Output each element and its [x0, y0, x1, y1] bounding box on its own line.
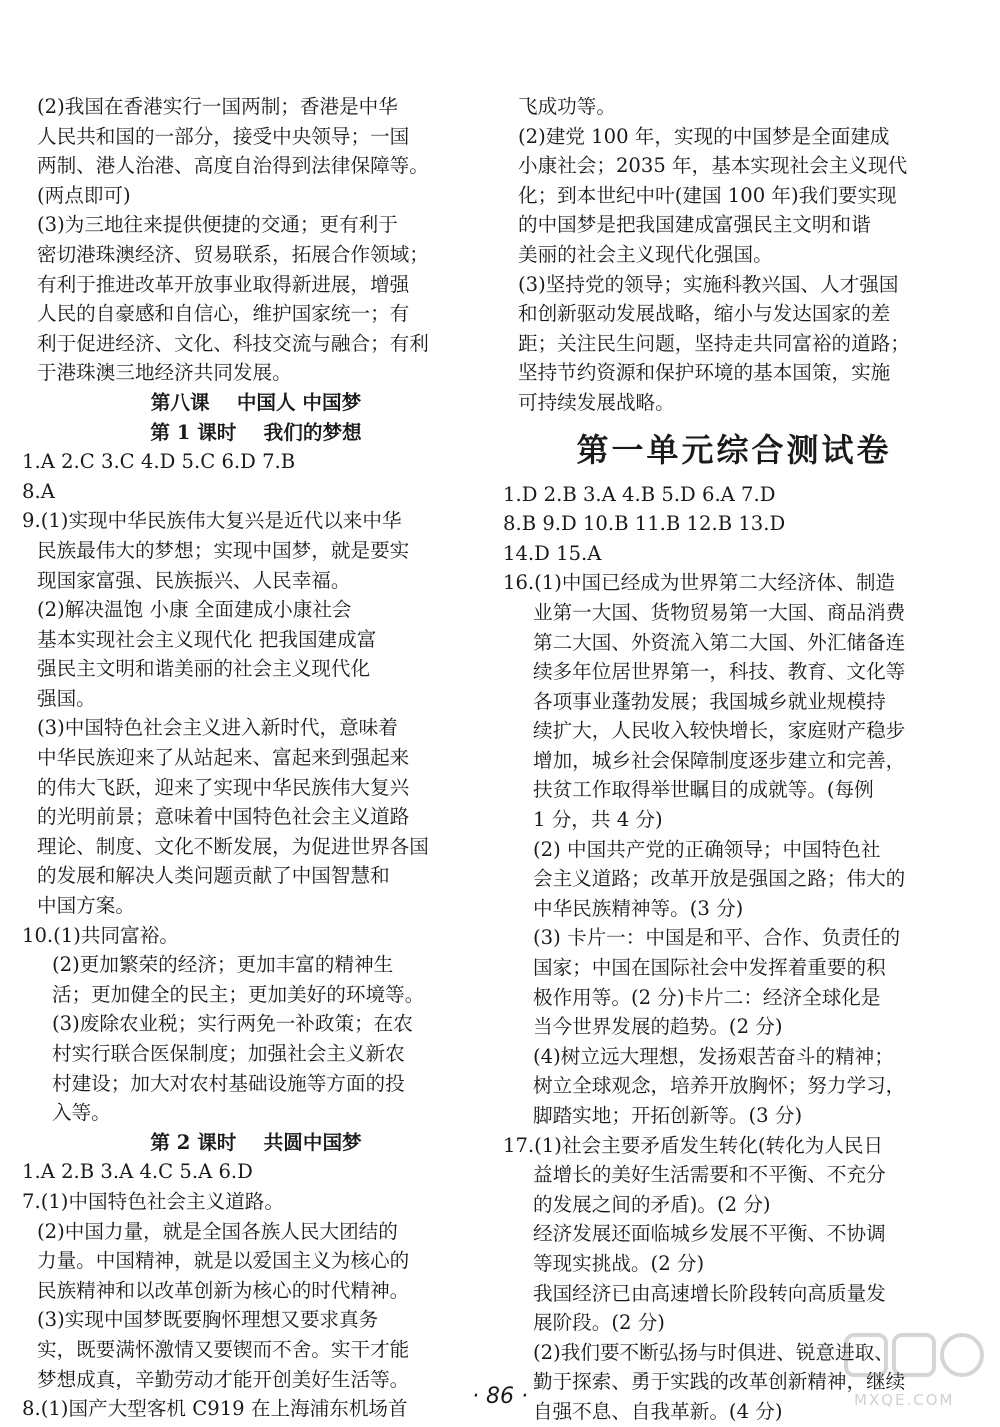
text-line: (3)废除农业税；实行两免一补政策；在农 — [52, 1012, 413, 1036]
text-line: 脚踏实地；开拓创新等。(3 分) — [533, 1104, 803, 1127]
text-line: 化；到本世纪中叶(建国 100 年)我们要实现 — [518, 183, 897, 207]
text-line: 实，既要满怀激情又要锲而不舍。实干才能 — [37, 1337, 410, 1361]
text-line: 扶贫工作取得举世瞩目的成就等。(每例 — [533, 778, 874, 802]
text-line: (2)我国在香港实行一国两制；香港是中华 — [37, 95, 398, 118]
section-heading: 第八课 中国人 中国梦 — [150, 390, 362, 414]
text-line: 两制、港人治港、高度自治得到法律保障等。 — [37, 154, 429, 178]
text-line: 距；关注民生问题，坚持走共同富裕的道路； — [518, 331, 910, 355]
text-line: 10.(1)共同富裕。 — [22, 923, 179, 947]
text-line: (3)实现中国梦既要胸怀理想又要求真务 — [37, 1308, 379, 1332]
text-line: (4)树立远大理想，发扬艰苦奋斗的精神； — [533, 1044, 894, 1068]
text-line: 9.(1)实现中华民族伟大复兴是近代以来中华 — [22, 509, 402, 533]
text-line: 和创新驱动发展战略，缩小与发达国家的差 — [518, 302, 891, 326]
text-line: 国家；中国在国际社会中发挥着重要的积 — [533, 956, 886, 980]
text-line: 7.(1)中国特色社会主义道路。 — [22, 1189, 284, 1213]
text-line: (3)坚持党的领导；实施科教兴国、人才强国 — [518, 272, 899, 296]
text-line: 增加，城乡社会保障制度逐步建立和完善， — [533, 748, 906, 772]
text-line: 8.A — [22, 479, 55, 503]
text-line: 勤于探索、勇于实践的改革创新精神，继续 — [533, 1370, 906, 1394]
text-line: 1 分，共 4 分) — [533, 808, 663, 832]
text-line: (2)解决温饱 小康 全面建成小康社会 — [37, 598, 352, 622]
text-line: 人民共和国的一部分，接受中央领导；一国 — [37, 124, 410, 148]
answer-block-continued — [503, 92, 965, 418]
text-line: 民族精神和以改革创新为核心的时代精神。 — [37, 1278, 410, 1302]
text-line: (两点即可) — [37, 183, 131, 207]
text-line: 小康社会；2035 年，基本实现社会主义现代 — [518, 154, 908, 178]
text-line: 强国。 — [37, 686, 96, 710]
text-line: 可持续发展战略。 — [518, 390, 675, 414]
watermark-logo — [840, 1329, 990, 1419]
text-line: 自强不息、自我革新。(4 分) — [533, 1399, 783, 1423]
text-line: 中华民族精神等。(3 分) — [533, 896, 744, 920]
text-line: 1.A 2.C 3.C 4.D 5.C 6.D 7.B — [22, 450, 296, 474]
text-line: (2)建党 100 年，实现的中国梦是全面建成 — [518, 124, 890, 148]
text-line: (3)中国特色社会主义进入新时代，意味着 — [37, 716, 398, 740]
text-line: 理论、制度、文化不断发展，为促进世界各国 — [37, 834, 429, 858]
text-line: 16.(1)中国已经成为世界第二大经济体、制造 — [503, 571, 896, 595]
text-line: 当今世界发展的趋势。(2 分) — [533, 1015, 783, 1039]
section-heading: 第 2 课时 共圆中国梦 — [150, 1130, 362, 1154]
text-line: 中华民族迎来了从站起来、富起来到强起来 — [37, 746, 410, 770]
text-line: 民族最伟大的梦想；实现中国梦，就是要实 — [37, 538, 410, 562]
text-line: 于港珠澳三地经济共同发展。 — [37, 361, 292, 385]
text-line: (2)中国力量，就是全国各族人民大团结的 — [37, 1219, 398, 1243]
text-line: (2) 中国共产党的正确领导；中国特色社 — [533, 837, 881, 861]
text-line: 密切港珠澳经济、贸易联系，拓展合作领域； — [37, 242, 429, 266]
text-line: 有利于推进改革开放事业取得新进展，增强 — [37, 272, 410, 296]
text-line: 极作用等。(2 分)卡片二：经济全球化是 — [533, 985, 881, 1009]
text-line: 飞成功等。 — [518, 95, 616, 118]
text-line: 会主义道路；改革开放是强国之路；伟大的 — [533, 867, 906, 891]
text-line: 美丽的社会主义现代化强国。 — [518, 242, 773, 266]
text-line: 中国方案。 — [37, 894, 135, 918]
text-line: 续扩大，人民收入较快增长，家庭财产稳步 — [533, 719, 906, 743]
text-line: 坚持节约资源和保护环境的基本国策，实施 — [518, 361, 891, 385]
text-line: 活；更加健全的民主；更加美好的环境等。 — [52, 982, 425, 1006]
text-line: 17.(1)社会主要矛盾发生转化(转化为人民日 — [503, 1133, 884, 1157]
section-heading: 第 1 课时 我们的梦想 — [150, 420, 362, 444]
text-line: 等现实挑战。(2 分) — [533, 1251, 705, 1275]
text-line: 现国家富强、民族振兴、人民幸福。 — [37, 568, 351, 592]
text-line: 村实行联合医保制度；加强社会主义新农 — [52, 1042, 405, 1065]
text-line: 1.D 2.B 3.A 4.B 5.D 6.A 7.D — [503, 482, 776, 506]
text-line: 村建设；加大对农村基础设施等方面的投 — [52, 1071, 405, 1095]
text-line: 人民的自豪感和自信心，维护国家统一；有 — [37, 302, 410, 326]
text-line: 基本实现社会主义现代化 把我国建成富 — [37, 627, 377, 651]
page-number: · 86 · — [472, 1384, 528, 1409]
text-line: 8.(1)国产大型客机 C919 在上海浦东机场首 — [22, 1397, 408, 1421]
unit-test-title: 第一单元综合测试卷 — [576, 430, 892, 469]
text-line: 1.A 2.B 3.A 4.C 5.A 6.D — [22, 1160, 253, 1184]
text-line: 经济发展还面临城乡发展不平衡、不协调 — [533, 1222, 886, 1246]
text-line: 的中国梦是把我国建成富强民主文明和谐 — [518, 213, 871, 237]
text-line: 14.D 15.A — [503, 541, 602, 565]
text-line: 第二大国、外资流入第二大国、外汇储备连 — [533, 630, 906, 654]
text-line: (3) 卡片一：中国是和平、合作、负责任的 — [533, 926, 901, 950]
text-line: 入等。 — [52, 1101, 111, 1125]
text-line: (2)更加繁荣的经济；更加丰富的精神生 — [52, 953, 394, 977]
text-line: (2)我们要不断弘扬与时俱进、锐意进取、 — [533, 1340, 894, 1364]
text-line: 展阶段。(2 分) — [533, 1311, 665, 1335]
text-line: 的光明前景；意味着中国特色社会主义道路 — [37, 805, 410, 829]
watermark-text: MXQE.COM — [854, 1391, 955, 1409]
right-column — [503, 92, 965, 1427]
text-line: 的发展之间的矛盾)。(2 分) — [533, 1192, 771, 1216]
text-line: 力量。中国精神，就是以爱国主义为核心的 — [37, 1249, 410, 1273]
text-line: 强民主文明和谐美丽的社会主义现代化 — [37, 657, 371, 681]
text-line: 梦想成真，辛勤劳动才能开创美好生活等。 — [37, 1367, 410, 1391]
text-line: 的发展和解决人类问题贡献了中国智慧和 — [37, 864, 390, 888]
text-line: 的伟大飞跃，迎来了实现中华民族伟大复兴 — [37, 775, 410, 799]
left-column — [22, 92, 490, 1424]
text-line: 各项事业蓬勃发展；我国城乡就业规模持 — [533, 689, 886, 713]
text-line: 8.B 9.D 10.B 11.B 12.B 13.D — [503, 512, 786, 536]
text-line: 益增长的美好生活需要和不平衡、不充分 — [533, 1163, 886, 1187]
answer-block-unit-test — [503, 480, 965, 1427]
text-line: (3)为三地往来提供便捷的交通；更有利于 — [37, 213, 398, 237]
text-line: 利于促进经济、文化、科技交流与融合；有利 — [37, 331, 429, 355]
text-line: 业第一大国、货物贸易第一大国、商品消费 — [533, 600, 906, 624]
text-line: 我国经济已由高速增长阶段转向高质量发 — [533, 1281, 886, 1305]
text-line: 树立全球观念，培养开放胸怀；努力学习， — [533, 1074, 906, 1098]
text-line: 续多年位居世界第一，科技、教育、文化等 — [533, 660, 906, 684]
